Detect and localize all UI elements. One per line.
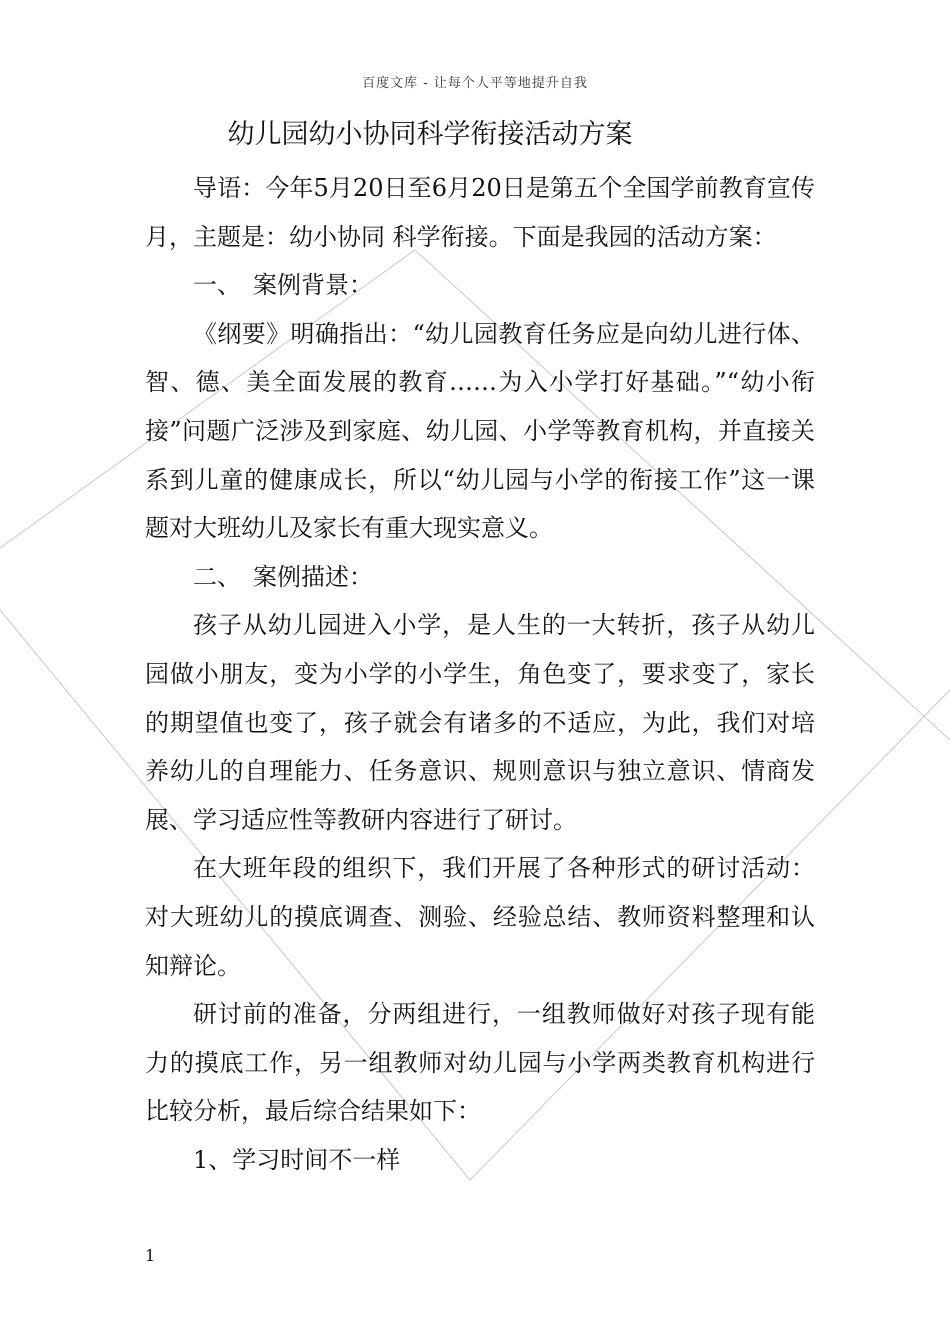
- paragraph-activities: 在大班年段的组织下，我们开展了各种形式的研讨活动：对大班幼儿的摸底调查、测验、经验总结、教师资料整理和认知辩论。: [145, 854, 815, 980]
- section-heading-background: 一、 案例背景：: [193, 271, 373, 300]
- paragraph-intro: 导语：今年5月20日至6月20日是第五个全国学前教育宣传月，主题是：幼小协同 科学衔接。下面是我园的活动方案：: [145, 174, 815, 251]
- section-heading-description: 二、 案例描述：: [193, 562, 373, 591]
- page-header: 百度文库 - 让每个人平等地提升自我: [362, 76, 588, 91]
- document-title: 幼儿园幼小协同科学衔接活动方案: [227, 119, 633, 150]
- page-number: 1: [145, 1246, 156, 1265]
- paragraph-preparation: 研讨前的准备，分两组进行，一组教师做好对孩子现有能力的摸底工作，另一组教师对幼儿园与小学两类教育机构进行比较分析，最后综合结果如下：: [145, 1000, 815, 1126]
- paragraph-background: 《纲要》明确指出：“幼儿园教育任务应是向幼儿进行体、智、德、美全面发展的教育……为入小学打好基础。”“幼小衔接”问题广泛涉及到家庭、幼儿园、小学等教育机构，并直接关系到儿童的健康成长，所以“幼儿园与小学的衔接工作”这一课题对大班幼儿及家长有重大现实意义。: [145, 319, 815, 543]
- paragraph-description: 孩子从幼儿园进入小学，是人生的一大转折，孩子从幼儿园做小朋友，变为小学的小学生，角色变了，要求变了，家长的期望值也变了，孩子就会有诸多的不适应，为此，我们对培养幼儿的自理能力、任务意识、规则意识与独立意识、情商发展、学习适应性等教研内容进行了研讨。: [145, 611, 815, 834]
- list-item-study-time: 1、学习时间不一样: [193, 1145, 401, 1174]
- document-body: [145, 164, 815, 1184]
